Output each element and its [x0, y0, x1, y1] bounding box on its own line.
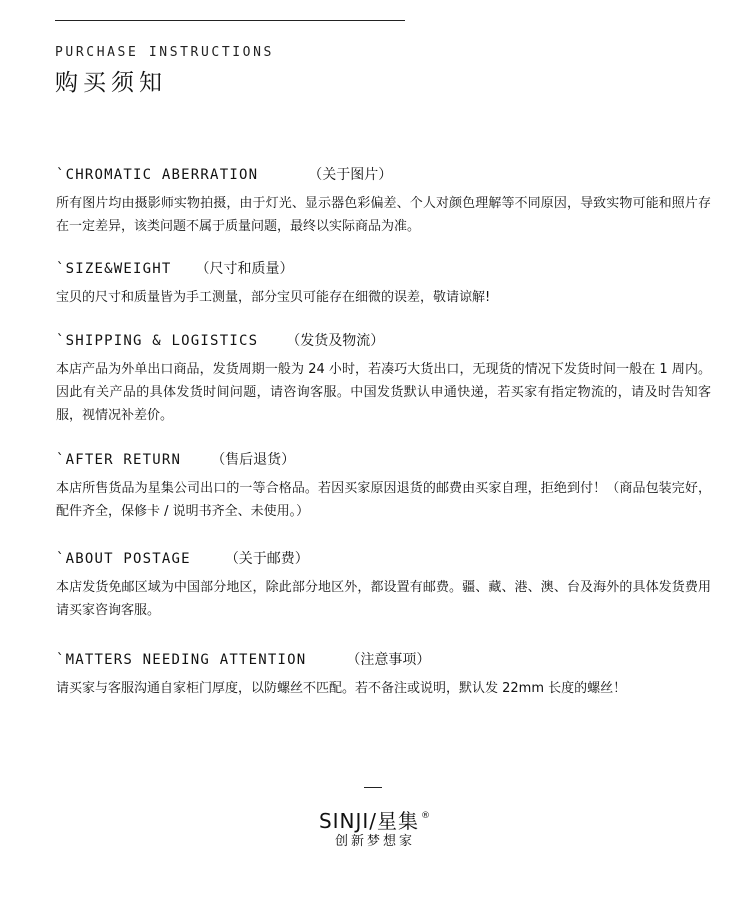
section-shipping-logistics — [56, 328, 711, 427]
section-title-en: `AFTER RETURN — [56, 452, 182, 468]
section-title — [56, 647, 711, 671]
section-after-return — [56, 447, 711, 523]
section-title-zh: （关于图片） — [308, 167, 393, 183]
section-body: 本店所售货品为星集公司出口的一等合格品。若因买家原因退货的邮费由买家自理，拒绝到付！（商品包装完好，配件齐全，保修卡 / 说明书齐全、未使用。） — [56, 481, 711, 519]
section-title-zh: （售后退货） — [211, 452, 296, 468]
section-title-en: `MATTERS NEEDING ATTENTION — [56, 652, 307, 668]
header-title-en: PURCHASE INSTRUCTIONS — [55, 45, 274, 60]
section-title-en: `ABOUT POSTAGE — [56, 551, 191, 567]
footer-divider — [364, 787, 382, 788]
section-title-zh: （关于邮费） — [224, 551, 309, 567]
section-title-en: `SHIPPING & LOGISTICS — [56, 333, 259, 349]
registered-mark: ® — [421, 811, 432, 821]
section-title — [56, 328, 711, 352]
section-title — [56, 546, 711, 570]
brand-slogan: 创新梦想家 — [334, 834, 415, 849]
section-title-en: `SIZE&WEIGHT — [56, 261, 172, 277]
top-divider — [55, 20, 405, 21]
section-size-weight — [56, 256, 711, 309]
section-title-en: `CHROMATIC ABERRATION — [56, 167, 259, 183]
section-title — [56, 447, 711, 471]
section-title-zh: （注意事项） — [346, 652, 431, 668]
section-title-zh: （发货及物流） — [286, 333, 385, 349]
section-title — [56, 256, 711, 280]
section-about-postage — [56, 546, 711, 622]
section-body: 所有图片均由摄影师实物拍摄，由于灯光、显示器色彩偏差、个人对颜色理解等不同原因，导致实物可能和照片存在一定差异，该类问题不属于质量问题，最终以实际商品为准。 — [56, 196, 711, 234]
section-body: 宝贝的尺寸和质量皆为手工测量，部分宝贝可能存在细微的误差，敬请谅解! — [56, 290, 491, 305]
brand-name: SINJI/星集 — [318, 809, 420, 833]
section-matters-needing-attention — [56, 647, 711, 700]
section-title-zh: （尺寸和质量） — [195, 261, 294, 277]
section-chromatic-aberration — [56, 162, 711, 238]
section-body: 本店产品为外单出口商品，发货周期一般为 24 小时，若凑巧大货出口，无现货的情况下发货时间一般在 1 周内。因此有关产品的具体发货时间问题，请咨询客服。中国发货默认申通快递，若买家有指定物流的，请及时告知客服，视情况补差价。 — [56, 362, 711, 423]
section-body: 请买家与客服沟通自家柜门厚度，以防螺丝不匹配。若不备注或说明，默认发 22mm 长度的螺丝！ — [56, 681, 627, 696]
header-title-zh: 购买须知 — [55, 70, 167, 96]
section-title — [56, 162, 711, 186]
section-body: 本店发货免邮区域为中国部分地区，除此部分地区外，都设置有邮费。疆、藏、港、澳、台及海外的具体发货费用请买家咨询客服。 — [56, 580, 711, 618]
